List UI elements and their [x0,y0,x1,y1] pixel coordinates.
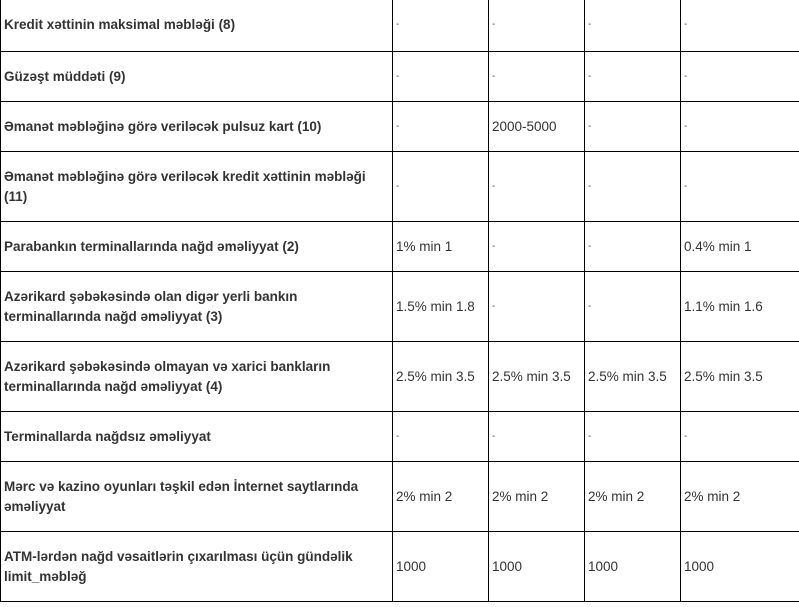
cell-value: - [489,222,585,272]
row-label: Əmanət məbləğinə görə veriləcək pulsuz kart (10) [1,102,393,152]
cell-value: 2000-5000 [489,102,585,152]
cell-value: 2.5% min 3.5 [393,342,489,412]
cell-value: - [585,412,681,462]
cell-value: - [393,0,489,52]
cell-value: 0.4% min 1 [681,222,799,272]
cell-value: - [489,0,585,52]
cell-value: - [393,52,489,102]
row-label: Əmanət məbləğinə görə veriləcək kredit xəttinin məbləği (11) [1,152,393,222]
cell-value: - [585,152,681,222]
cell-value: 1000 [585,532,681,602]
table-row [1,272,799,342]
row-label: Azərikard şəbəkəsində olan digər yerli bankın terminallarında nağd əməliyyat (3) [1,272,393,342]
cell-value: - [681,152,799,222]
cell-value: - [489,272,585,342]
cell-value: 1000 [681,532,799,602]
cell-value: 2% min 2 [393,462,489,532]
table-row [1,412,799,462]
cell-value: 1.5% min 1.8 [393,272,489,342]
cell-value: 2% min 2 [489,462,585,532]
table-row [1,52,799,102]
cell-value: - [681,102,799,152]
cell-value: - [585,52,681,102]
cell-value: 1% min 1 [393,222,489,272]
cell-value: - [585,272,681,342]
row-label: ATM-lərdən nağd vəsaitlərin çıxarılması üçün gündəlik limit_məbləğ [1,532,393,602]
cell-value: - [393,412,489,462]
cell-value: 2.5% min 3.5 [585,342,681,412]
cell-value: - [585,102,681,152]
cell-value: 2.5% min 3.5 [489,342,585,412]
table-row [1,462,799,532]
table-row [1,342,799,412]
cell-value: 2.5% min 3.5 [681,342,799,412]
cell-value: - [681,412,799,462]
cell-value: 1000 [393,532,489,602]
row-label: Azərikard şəbəkəsində olmayan və xarici bankların terminallarında nağd əməliyyat (4) [1,342,393,412]
cell-value: - [489,412,585,462]
table-row [1,532,799,602]
cell-value: 1000 [489,532,585,602]
cell-value: - [681,52,799,102]
row-label: Güzəşt müddəti (9) [1,52,393,102]
row-label: Parabankın terminallarında nağd əməliyyat (2) [1,222,393,272]
cell-value: 1.1% min 1.6 [681,272,799,342]
table-row [1,102,799,152]
cell-value: - [585,0,681,52]
cell-value: - [489,152,585,222]
row-label: Terminallarda nağdsız əməliyyat [1,412,393,462]
table-row [1,222,799,272]
cell-value: - [681,0,799,52]
row-label: Kredit xəttinin maksimal məbləği (8) [1,0,393,52]
cell-value: - [393,102,489,152]
cell-value: 2% min 2 [681,462,799,532]
table-row [1,152,799,222]
row-label: Mərc və kazino oyunları təşkil edən İnternet saytlarında əməliyyat [1,462,393,532]
table-row [1,0,799,52]
cell-value: - [393,152,489,222]
cell-value: - [489,52,585,102]
cell-value: 2% min 2 [585,462,681,532]
cell-value: - [585,222,681,272]
